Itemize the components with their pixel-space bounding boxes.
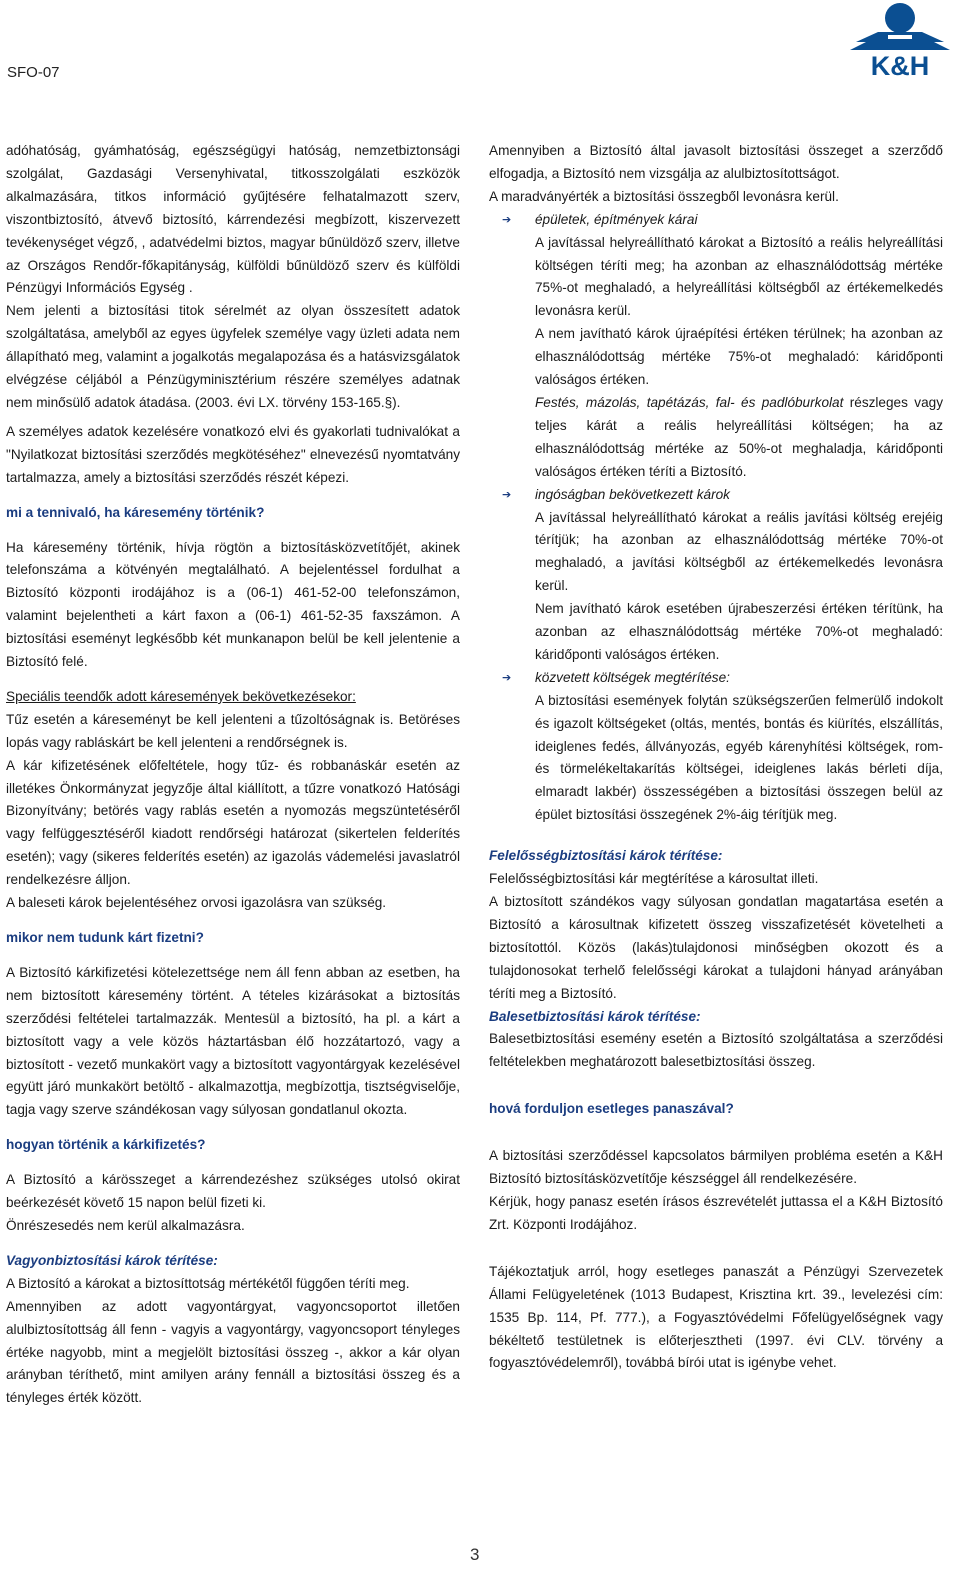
right-column <box>489 140 943 1375</box>
section-heading: Felelősségbiztosítási károk térítése: <box>489 848 723 864</box>
logo-wordmark: K&H <box>870 51 930 81</box>
section-heading: hová forduljon esetleges panaszával? <box>489 1101 734 1117</box>
italic-phrase: Festés, mázolás, tapétázás, fal- és padlóburkolat <box>535 394 844 410</box>
section-heading: mikor nem tudunk kárt fizetni? <box>6 930 204 945</box>
paragraph: Kérjük, hogy panasz esetén írásos észrevételét juttassa el a K&H Biztosító Zrt. Központi Irodájához. <box>489 1193 943 1232</box>
kh-logo <box>850 2 950 80</box>
sub-heading: Speciális teendők adott káresemények bekövetkezésekor: <box>6 688 356 704</box>
paragraph: A baleseti károk bejelentéséhez orvosi igazolásra van szükség. <box>6 895 387 911</box>
paragraph: A kár kifizetésének előfeltétele, hogy tűz- és robbanáskár esetén az illetékes Önkormányzat jegyzője által kiállított, a tűzre vonatkozó Hatósági Bizonyítvány; betörés vagy rablás esetén a nyomozás megszüntetéséről vagy felfüggesztéséről kiadott rendőrségi határozat (sikertelen felderítés esetén); vagy (sikeres felderítés esetén) az igazolás vádemelési javaslatról rendelkezésre álljon. <box>6 757 460 888</box>
paragraph: A nem javítható károk újraépítési értéken térülnek; ha azonban az elhasználódottság mértéke 75%-ot meghaladó: káridőponti valóságos értéken. <box>535 326 943 388</box>
paragraph: Ha káresemény történik, hívja rögtön a biztosításközvetítőjét, akinek telefonszáma a kötvényén megtalálható. A bejelentéssel fordulhat a Biztosító központi irodájához is a (06-1) 461-52-00 telefonszámon, valamint bejelentheti a kárt faxon a (06-1) 461-52-35 faxszámon. A biztosítási eseményt legkésőbb két munkanapon belül be kell jelentenie a Biztosító felé. <box>6 539 460 670</box>
paragraph: A Biztosító kárkifizetési kötelezettsége nem áll fenn abban az esetben, ha nem biztosított káresemény történt. A tételes kizárásokat a biztosítás szerződési feltételei tartalmazzák. Mentesül a biztosító, ha pl. a kárt a biztosított vagy a vele közös háztartásban élő hozzátartozó, vagy a biztosított - vezető munkakört vagy a biztosított vagyontárgyak kezelésével együtt járó munkakört betöltő - alkalmazottja, megbízottja, tisztségviselője, tagja vagy szerve szándékosan vagy súlyosan gondatlanul okozta. <box>6 964 460 1118</box>
paragraph: A javítással helyreállítható károkat a reális javítási költség erejéig térítjük; ha azonban az elhasználódottság mértéke 70%-ot meghaladó, a javítási költségből az értékemelkedés levonásra kerül. <box>535 509 943 594</box>
section-heading: Vagyonbiztosítási károk térítése: <box>6 1252 218 1268</box>
section-heading: Balesetbiztosítási károk térítése: <box>489 1008 701 1024</box>
bullet-item <box>489 484 943 507</box>
section-heading: mi a tennivaló, ha káresemény történik? <box>6 504 265 520</box>
paragraph: Önrészesedés nem kerül alkalmazásra. <box>6 1217 245 1233</box>
bullet-item <box>489 209 943 232</box>
paragraph: Amennyiben a Biztosító által javasolt biztosítási összeget a szerződő elfogadja, a Biztosító nem vizsgálja az alulbiztosítottságot. <box>489 143 943 181</box>
paragraph: Felelősségbiztosítási kár megtérítése a károsultat illeti. <box>489 871 819 887</box>
document-code: SFO-07 <box>7 64 60 81</box>
paragraph: Nem javítható károk esetében újrabeszerzési értéken térítünk, ha azonban az elhasználódottság mértéke 70%-ot meghaladó: káridőponti valóságos értéken. <box>535 601 943 662</box>
paragraph: A személyes adatok kezelésére vonatkozó elvi és gyakorlati tudnivalókat a "Nyilatkozat biztosítási szerződés megkötéséhez" elnevezésű nyomtatvány tartalmazza, amely a biztosítási szerződés részét képezi. <box>6 423 460 485</box>
section-heading: hogyan történik a kárkifizetés? <box>6 1137 206 1153</box>
bullet-item <box>489 667 943 690</box>
paragraph: Amennyiben az adott vagyontárgyat, vagyoncsoportot illetően alulbiztosítottság áll fenn - vagyis a vagyontárgy, vagyoncsoport tényleges értéke nagyobb, mint a megjelölt biztosítási összeg -, akkor a kár olyan arányban téríthető, mint amilyen arány fennáll a biztosítási összeg és a tényleges érték között. <box>6 1298 460 1406</box>
page-header <box>0 0 960 100</box>
paragraph: Nem jelenti a biztosítási titok sérelmét az olyan összesített adatok szolgáltatása, amelyből az egyes ügyfelek személye vagy üzleti adata nem állapítható meg, valamint a jogalkotás megalapozása és a hatásvizsgálatok elvégzése céljából a Pénzügyminisztérium részére személyes adatnak nem minősülő adatok átadása. (2003. évi LX. törvény 153-165.§). <box>6 303 460 410</box>
page-number: 3 <box>470 1545 480 1564</box>
paragraph: A javítással helyreállítható károkat a Biztosító a reális helyreállítási költségen téríti meg; ha azonban az elhasználódottság mértéke 75%-ot meghaladó, a helyreállítási költségből az értékemelkedés levonásra kerül. <box>535 234 943 319</box>
arrow-icon: ➔ <box>502 488 512 501</box>
bullet-label: ingóságban bekövetkezett károk <box>535 486 730 502</box>
paragraph: A biztosítási események folytán szükségszerűen felmerülő indokolt és igazolt költségeket (oltás, mentés, bontás és kiürítés, elszállítás, ideiglenes fedés, állványozás, egyéb kárenyhítési költségek, rom- és törmelékeltakarítás költségei, ideiglenes lakás bérleti díja, elmaradt lakbér) összességében a biztosítási összegen belül az épület biztosítási összegének 2%-áig térítjük meg. <box>535 692 943 823</box>
paragraph: Balesetbiztosítási esemény esetén a Biztosító szolgáltatása a szerződési feltételekben meghatározott balesetbiztosítási összeg. <box>489 1031 943 1070</box>
kh-logo-mark-icon <box>850 2 950 52</box>
paragraph: A Biztosító a kárösszeget a kárrendezéshez szükséges utolsó okirat beérkezését követő 15 napon belül fizeti ki. <box>6 1172 460 1211</box>
paragraph: A Biztosító a károkat a biztosíttotság mértékétől függően téríti meg. <box>6 1275 410 1291</box>
arrow-icon: ➔ <box>502 213 512 226</box>
paragraph: adóhatóság, gyámhatóság, egészségügyi hatóság, nemzetbiztonsági szolgálat, Gazdasági Versenyhivatal, titkosszolgálati eszközök alkalmazására, titkos információ gyűjtésére felhatalmazott szerv, viszontbiztosító, átvevő biztosító, kárrendezési megbízott, kiszervezett tevékenységet végző, , adatvédelmi biztos, magyar bűnüldöző szerv, illetve az Országos Rendőr-főkapitányság, külföldi bűnüldöző szerv és külföldi Pénzügyi Információs Egység . <box>6 143 460 296</box>
paragraph: Tűz esetén a káreseményt be kell jelenteni a tűzoltóságnak is. Betöréses lopás vagy rabláskárt be kell jelenteni a rendőrségnek is. <box>6 711 460 750</box>
arrow-icon: ➔ <box>502 671 512 684</box>
left-column <box>6 140 460 1410</box>
paragraph: Tájékoztatjuk arról, hogy esetleges panaszát a Pénzügyi Szervezetek Állami Felügyeletének (1013 Budapest, Krisztina krt. 39., levelezési cím: 1535 Bp. 114, Pf. 777.), a Fogyasztóvédelmi Főfelügyelőségnek vagy békéltető testületnek is előterjesztheti (1997. évi CLV. törvény a fogyasztóvédelemről), továbbá bírói utat is igénybe vehet. <box>489 1263 943 1371</box>
paragraph-rest: részleges vagy teljes kárát a reális helyreállítási költségen; ha az elhasználódottság mértéke az 50%-ot meghaladja, káridőponti valóságos értéken téríti a Biztosító. <box>535 394 943 479</box>
bullet-label: közvetett költségek megtérítése: <box>535 669 730 685</box>
paragraph <box>535 392 943 484</box>
paragraph: A biztosított szándékos vagy súlyosan gondatlan magatartása esetén a Biztosító a károsultnak kifizetett összeg visszafizetését követelheti a biztosítottól. Közös (lakás)tulajdonosi minőségben okozott és a tulajdonosokat terhelő felelősségi károkat a tulajdoni hányad arányában téríti meg a Biztosító. <box>489 894 943 1001</box>
paragraph: A biztosítási szerződéssel kapcsolatos bármilyen probléma esetén a K&H Biztosító biztosításközvetítője készséggel áll rendelkezésére. <box>489 1148 943 1187</box>
paragraph: A maradványérték a biztosítási összegből levonásra kerül. <box>489 188 839 204</box>
bullet-label: épületek, építmények kárai <box>535 211 698 227</box>
